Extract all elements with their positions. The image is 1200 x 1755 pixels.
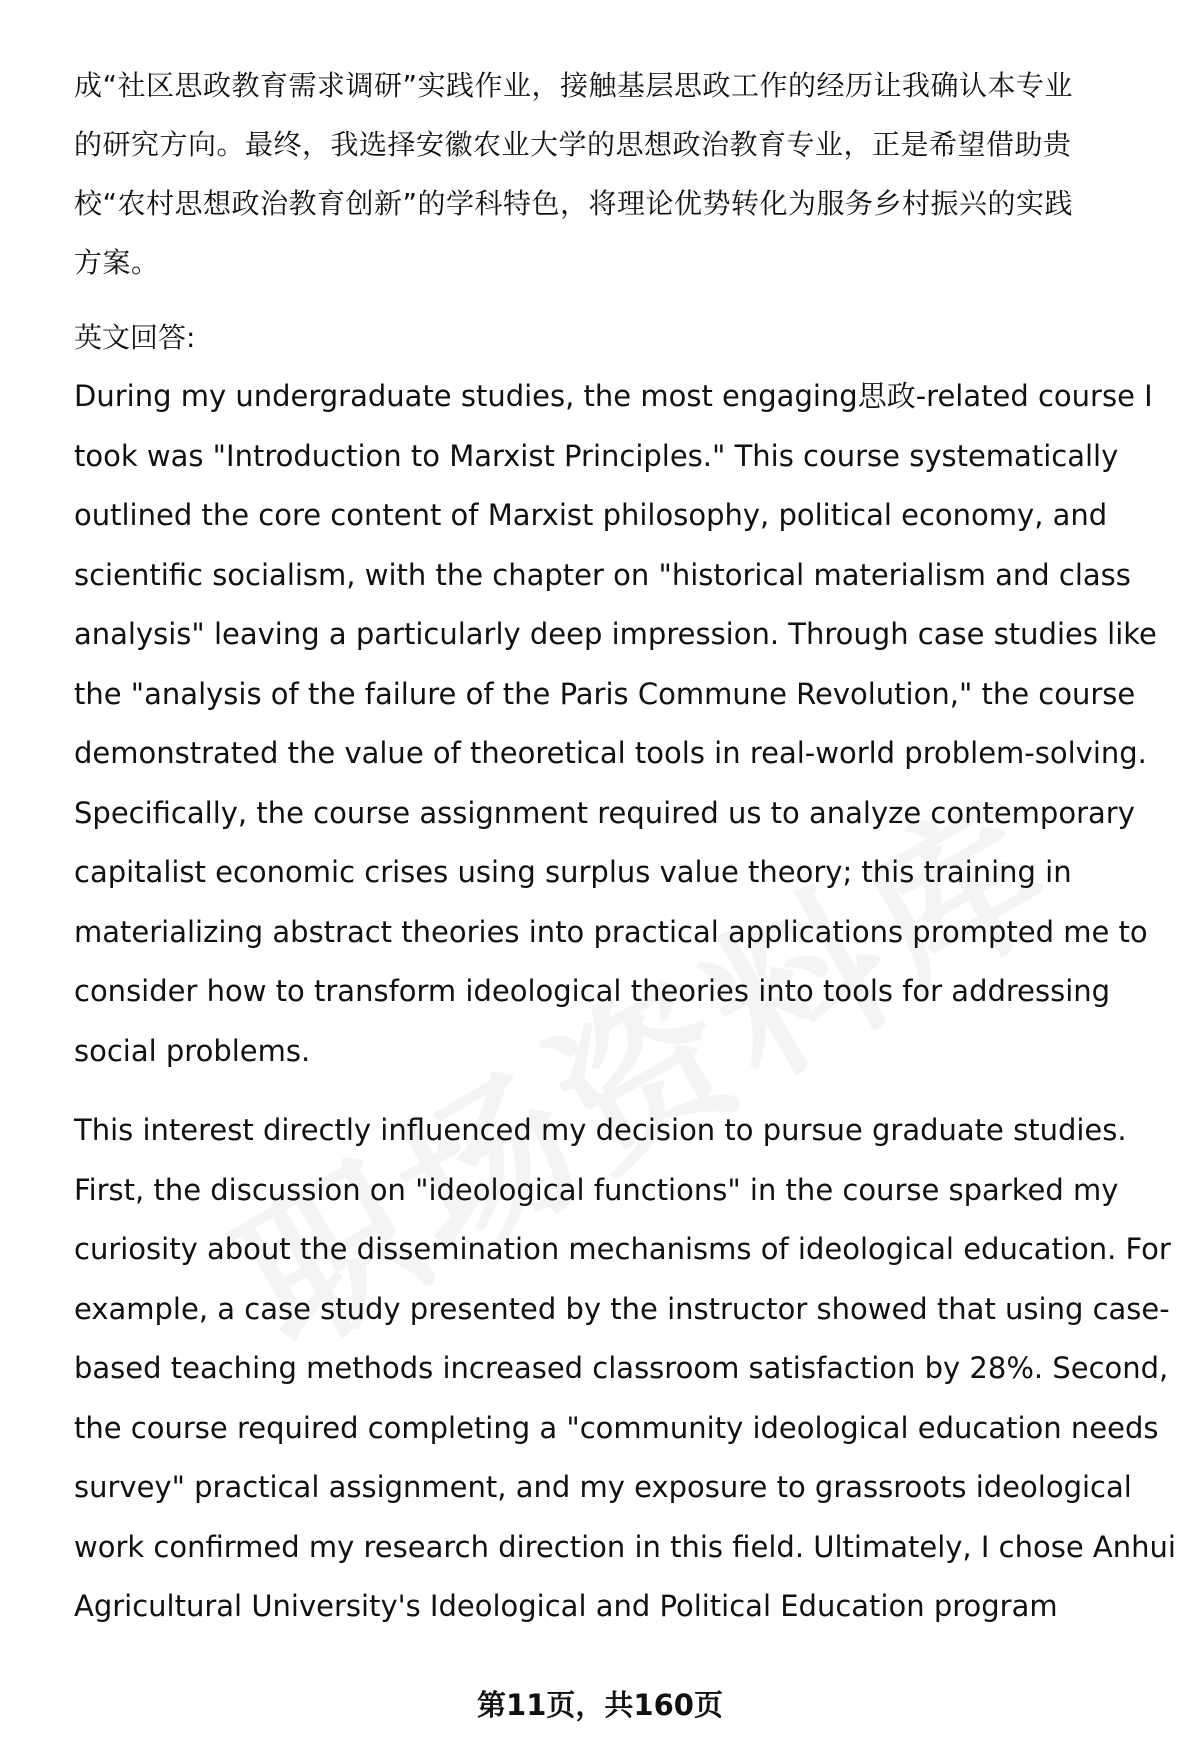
text-line: Specifically, the course assignment required us to analyze contemporary (74, 795, 1135, 830)
english-paragraph-1 (74, 367, 1157, 1081)
text-line: 校“农村思想政治教育创新”的学科特色，将理论优势转化为服务乡村振兴的实践 (74, 187, 1074, 220)
text-line: First, the discussion on "ideological functions" in the course sparked my (74, 1172, 1119, 1207)
page-content (74, 56, 1176, 1657)
text-line: the "analysis of the failure of the Paris Commune Revolution," the course (74, 676, 1136, 711)
text-line: took was "Introduction to Marxist Principles." This course systematically (74, 438, 1119, 473)
text-line: example, a case study presented by the instructor showed that using case- (74, 1291, 1170, 1326)
text-line: consider how to transform ideological theories into tools for addressing (74, 974, 1111, 1008)
text-line: survey" practical assignment, and my exposure to grassroots ideological (74, 1470, 1132, 1504)
text-line: outlined the core content of Marxist philosophy, political economy, and (74, 498, 1108, 532)
text-line: materializing abstract theories into practical applications prompted me to (74, 914, 1148, 949)
text-line: social problems. (74, 1033, 311, 1068)
text-line: 成“社区思政教育需求调研”实践作业，接触基层思政工作的经历让我确认本专业 (74, 69, 1074, 102)
text-line: based teaching methods increased classroom satisfaction by 28%. Second, (74, 1351, 1169, 1385)
page-number-footer: 第11页，共160页 (477, 1688, 723, 1722)
text-line: the course required completing a "community ideological education needs (74, 1410, 1159, 1445)
intro-paragraph-zh (74, 56, 1154, 292)
text-line: 方案。 (74, 246, 160, 279)
english-answer-heading: 英文回答: (74, 321, 196, 354)
text-line: 的研究方向。最终，我选择安徽农业大学的思想政治教育专业，正是希望借助贵 (74, 128, 1072, 161)
english-paragraph-2 (74, 1101, 1176, 1637)
text-line: curiosity about the dissemination mechanisms of ideological education. For (74, 1232, 1171, 1266)
text-line: analysis" leaving a particularly deep impression. Through case studies like (74, 617, 1157, 651)
text-line: work confirmed my research direction in this field. Ultimately, I chose Anhui (74, 1529, 1176, 1564)
text-line: This interest directly influenced my decision to pursue graduate studies. (74, 1113, 1127, 1147)
text-line: Agricultural University's Ideological and Political Education program (74, 1589, 1058, 1623)
text-line: demonstrated the value of theoretical tools in real-world problem-solving. (74, 736, 1147, 770)
text-line: capitalist economic crises using surplus value theory; this training in (74, 855, 1072, 889)
text-line: During my undergraduate studies, the most engaging思政-related course I (74, 379, 1153, 413)
text-line: scientific socialism, with the chapter on "historical materialism and class (74, 557, 1131, 592)
